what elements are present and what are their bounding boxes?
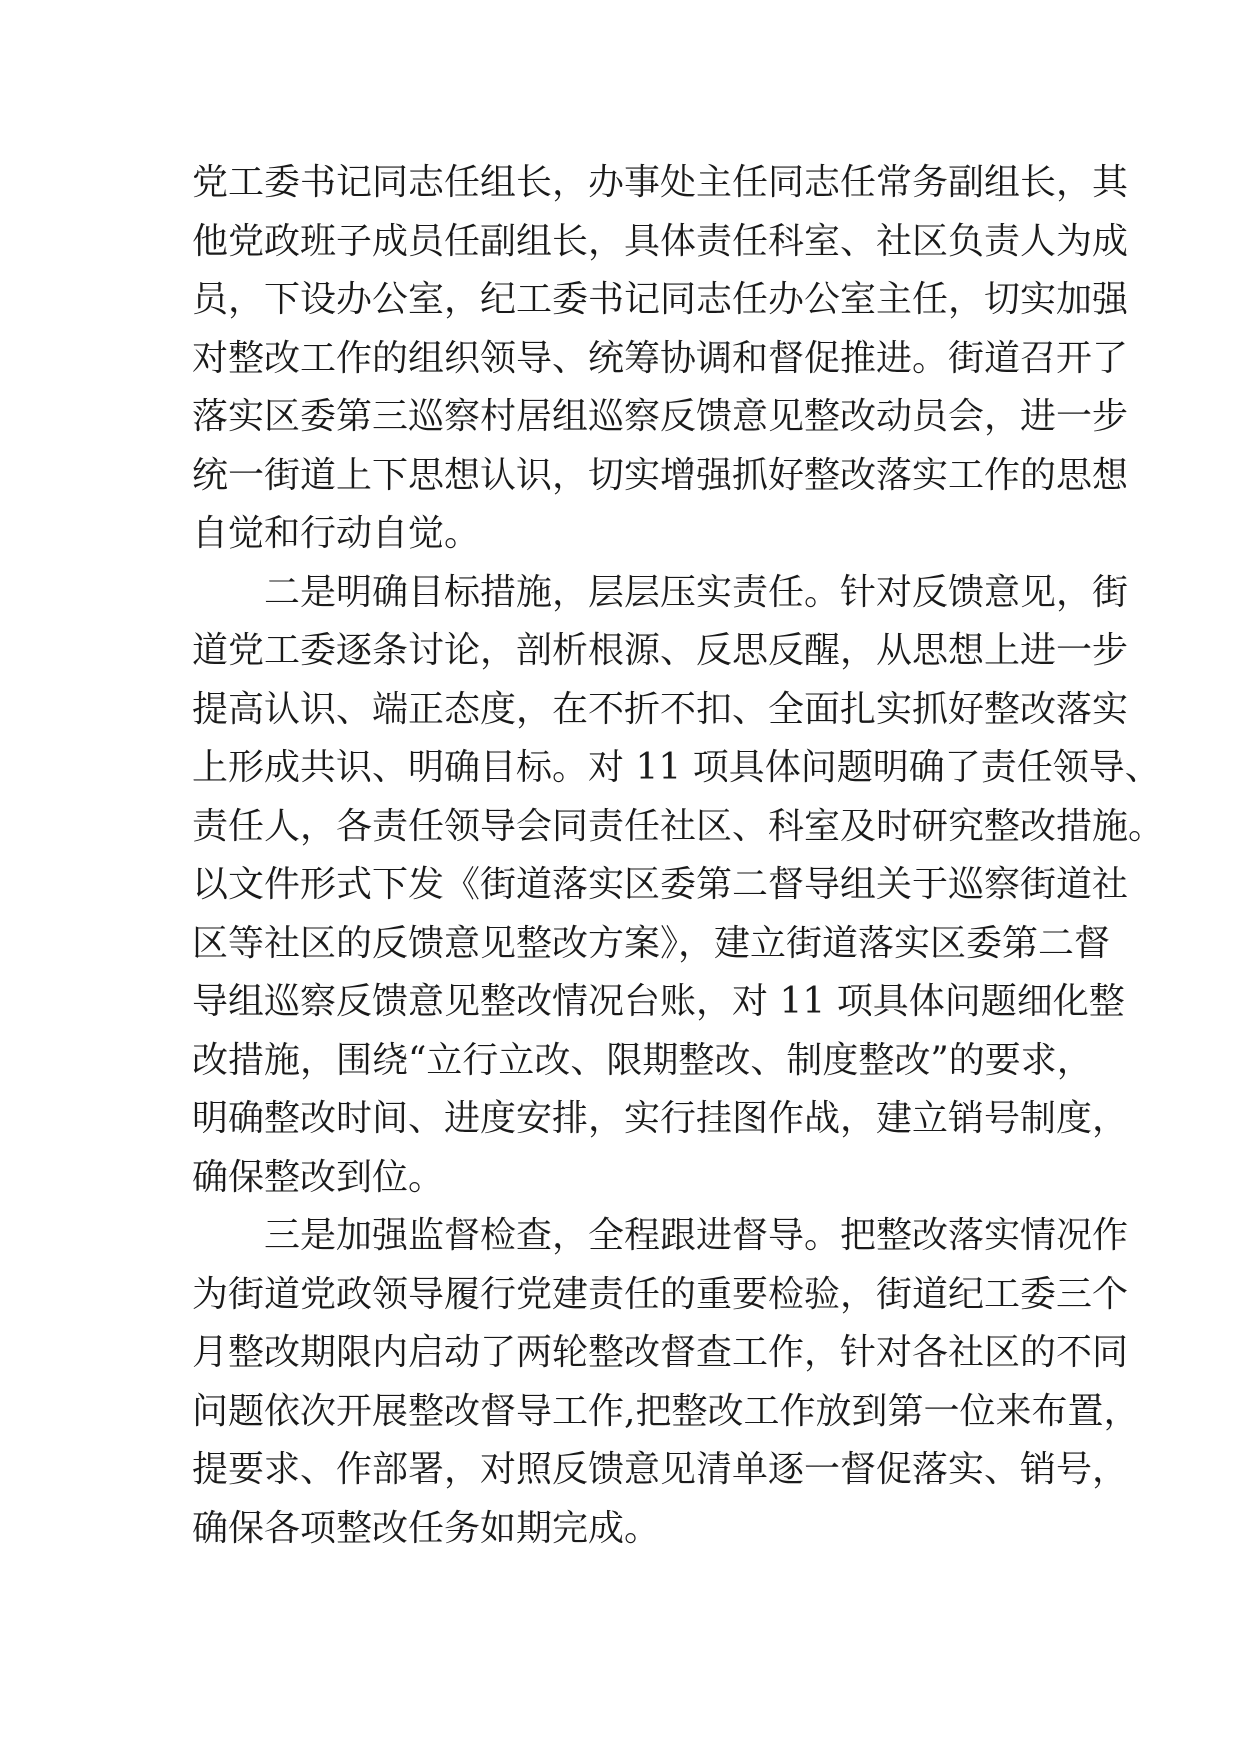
paragraph-first-line: 二是明确目标措施，层层压实责任。针对反馈意见，街 — [264, 571, 1129, 613]
text-line: 自觉和行动自觉。 — [192, 513, 481, 554]
paragraph-first-line: 三是加强监督检查，全程跟进督导。把整改落实情况作 — [264, 1215, 1129, 1256]
text-line: 确保各项整改任务如期完成。 — [192, 1507, 661, 1549]
text-line: 对整改工作的组织领导、统筹协调和督促推进。街道召开了 — [192, 337, 1129, 379]
text-line: 党工委书记同志任组长，办事处主任同志任常务副组长，其 — [192, 162, 1129, 203]
text-line: 问题依次开展整改督导工作,把整改工作放到第一位来布置， — [192, 1390, 1140, 1432]
text-line: 上形成共识、明确目标。对 11 项具体问题明确了责任领导、 — [192, 747, 1161, 788]
text-line: 统一街道上下思想认识，切实增强抓好整改落实工作的思想 — [192, 454, 1129, 496]
text-line: 道党工委逐条讨论，剖析根源、反思反醒，从思想上进一步 — [192, 630, 1129, 671]
text-line: 责任人，各责任领导会同责任社区、科室及时研究整改措施。 — [192, 805, 1165, 847]
text-line: 导组巡察反馈意见整改情况台账，对 11 项具体问题细化整 — [192, 981, 1125, 1022]
text-line: 员，下设办公室，纪工委书记同志任办公室主任，切实加强 — [192, 279, 1129, 320]
text-line: 为街道党政领导履行党建责任的重要检验，街道纪工委三个 — [192, 1273, 1129, 1315]
text-line: 落实区委第三巡察村居组巡察反馈意见整改动员会，进一步 — [192, 396, 1129, 437]
text-line: 以文件形式下发《街道落实区委第二督导组关于巡察街道社 — [192, 864, 1129, 905]
text-line: 月整改期限内启动了两轮整改督查工作，针对各社区的不同 — [192, 1332, 1129, 1373]
text-line: 提要求、作部署，对照反馈意见清单逐一督促落实、销号， — [192, 1449, 1129, 1490]
text-line: 明确整改时间、进度安排，实行挂图作战，建立销号制度， — [192, 1098, 1129, 1139]
text-line: 改措施，围绕“立行立改、限期整改、制度整改”的要求， — [192, 1039, 1093, 1081]
text-line: 提高认识、端正态度，在不折不扣、全面扎实抓好整改落实 — [192, 688, 1129, 730]
text-line: 确保整改到位。 — [192, 1156, 445, 1198]
text-line: 区等社区的反馈意见整改方案》，建立街道落实区委第二督 — [192, 922, 1111, 964]
text-line: 他党政班子成员任副组长，具体责任科室、社区负责人为成 — [192, 220, 1129, 262]
body-text — [192, 154, 1165, 1558]
